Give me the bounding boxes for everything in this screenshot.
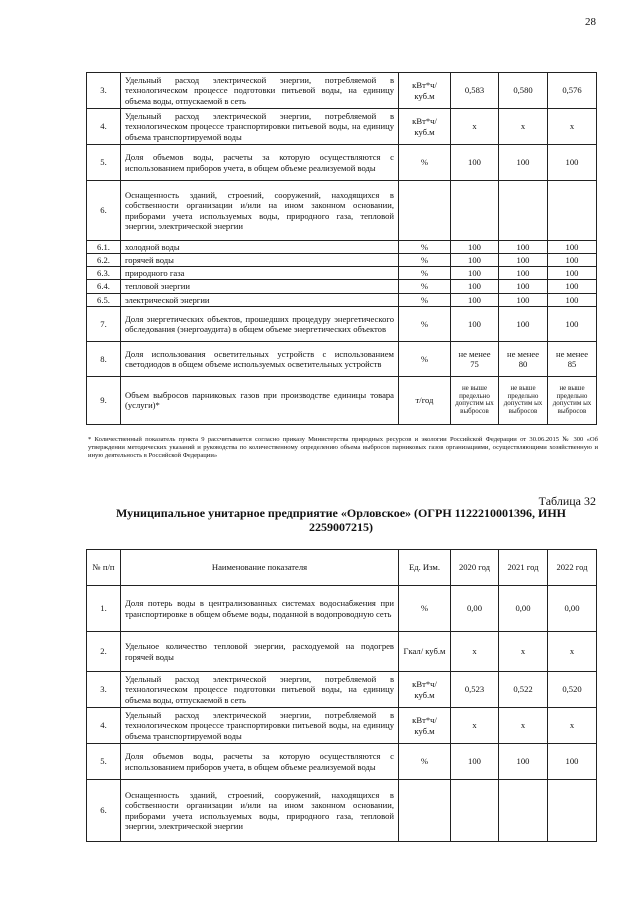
value-2022-cell <box>548 780 597 842</box>
table-row <box>87 241 597 254</box>
row-number-cell: 4. <box>87 708 121 744</box>
unit-cell: % <box>399 280 451 293</box>
indicator-name-cell: Удельное количество тепловой энергии, расходуемой на подогрев горячей воды <box>121 632 399 672</box>
indicators-table-continued <box>86 72 597 425</box>
unit-cell: % <box>399 341 451 376</box>
indicator-name-cell: Объем выбросов парниковых газов при производстве единицы товара (услуги)* <box>121 376 399 424</box>
table-label: Таблица 32 <box>538 494 596 508</box>
value-2021-cell <box>499 181 548 241</box>
unit-cell <box>399 780 451 842</box>
value-2022-cell: 100 <box>548 280 597 293</box>
page-number: 28 <box>585 16 596 28</box>
value-2020-cell: 100 <box>451 293 499 306</box>
value-2021-cell: 0,00 <box>499 586 548 632</box>
table-row <box>87 306 597 341</box>
footnote: * Количественный показатель пункта 9 рассчитывается согласно приказу Министерства природных ресурсов и экологии Российской Федерации от 30.06.2015 № 300 «Об утверждении методических указаний и руководства по количественному определению объема выбросов парниковых газов организациями, осуществляющими хозяйственную и иную деятельность в Российской Федерации» <box>88 436 598 460</box>
unit-cell: кВт*ч/ куб.м <box>399 708 451 744</box>
table-row <box>87 780 597 842</box>
header-2020: 2020 год <box>451 550 499 586</box>
value-2020-cell: не выше предельно допустим ых выбросов <box>451 376 499 424</box>
value-2022-cell: 0,520 <box>548 672 597 708</box>
value-2020-cell: 0,00 <box>451 586 499 632</box>
table-row <box>87 632 597 672</box>
value-2022-cell: х <box>548 109 597 145</box>
unit-cell <box>399 181 451 241</box>
indicator-name-cell: электрической энергии <box>121 293 399 306</box>
value-2022-cell: х <box>548 708 597 744</box>
indicator-name-cell: тепловой энергии <box>121 280 399 293</box>
value-2021-cell: не менее 80 <box>499 341 548 376</box>
table-row <box>87 145 597 181</box>
indicator-name-cell: Оснащенность зданий, строений, сооружений, находящихся в собственности организации и/или на ином законном основании, приборами учета используемых воды, природного газа, тепловой энергии, электрической энергии <box>121 780 399 842</box>
value-2020-cell: х <box>451 708 499 744</box>
value-2021-cell: 100 <box>499 145 548 181</box>
value-2022-cell: 100 <box>548 293 597 306</box>
unit-cell: % <box>399 586 451 632</box>
indicator-name-cell: Доля потерь воды в централизованных системах водоснабжения при транспортировке в общем объеме воды, поданной в водопроводную сеть <box>121 586 399 632</box>
value-2022-cell: 100 <box>548 241 597 254</box>
indicator-name-cell: холодной воды <box>121 241 399 254</box>
value-2021-cell: 0,580 <box>499 73 548 109</box>
row-number-cell: 3. <box>87 73 121 109</box>
row-number-cell: 6.5. <box>87 293 121 306</box>
value-2020-cell: не менее 75 <box>451 341 499 376</box>
value-2022-cell: х <box>548 632 597 672</box>
indicator-name-cell: горячей воды <box>121 254 399 267</box>
table-row <box>87 280 597 293</box>
row-number-cell: 3. <box>87 672 121 708</box>
value-2020-cell: 100 <box>451 254 499 267</box>
unit-cell: % <box>399 744 451 780</box>
row-number-cell: 4. <box>87 109 121 145</box>
value-2021-cell: не выше предельно допустим ых выбросов <box>499 376 548 424</box>
value-2021-cell: 100 <box>499 241 548 254</box>
value-2022-cell: 100 <box>548 267 597 280</box>
value-2022-cell: 0,576 <box>548 73 597 109</box>
value-2020-cell <box>451 181 499 241</box>
indicator-name-cell: Доля объемов воды, расчеты за которую осуществляются с использованием приборов учета, в общем объеме реализуемой воды <box>121 145 399 181</box>
value-2021-cell: 0,522 <box>499 672 548 708</box>
indicator-name-cell: Доля объемов воды, расчеты за которую осуществляются с использованием приборов учета, в общем объеме реализуемой воды <box>121 744 399 780</box>
value-2022-cell: 100 <box>548 145 597 181</box>
value-2020-cell: х <box>451 632 499 672</box>
value-2021-cell: 100 <box>499 306 548 341</box>
table-row <box>87 341 597 376</box>
indicator-name-cell: Удельный расход электрической энергии, потребляемой в технологическом процессе подготовки питьевой воды, на единицу объема воды, отпускаемой в сеть <box>121 73 399 109</box>
value-2022-cell: не выше предельно допустим ых выбросов <box>548 376 597 424</box>
row-number-cell: 2. <box>87 632 121 672</box>
value-2021-cell: х <box>499 632 548 672</box>
indicator-name-cell: Удельный расход электрической энергии, потребляемой в технологическом процессе транспортировки питьевой воды, на единицу объема транспортируемой воды <box>121 708 399 744</box>
table-row <box>87 708 597 744</box>
row-number-cell: 6.2. <box>87 254 121 267</box>
value-2021-cell: 100 <box>499 293 548 306</box>
value-2020-cell: 100 <box>451 306 499 341</box>
value-2020-cell: х <box>451 109 499 145</box>
value-2022-cell: 100 <box>548 306 597 341</box>
header-name: Наименование показателя <box>121 550 399 586</box>
table-row <box>87 672 597 708</box>
value-2022-cell: 100 <box>548 254 597 267</box>
indicator-name-cell: Доля использования осветительных устройств с использованием светодиодов в общем объеме используемых осветительных устройств <box>121 341 399 376</box>
value-2022-cell: 100 <box>548 744 597 780</box>
indicator-name-cell: природного газа <box>121 267 399 280</box>
value-2020-cell <box>451 780 499 842</box>
table-row <box>87 254 597 267</box>
row-number-cell: 5. <box>87 145 121 181</box>
header-num: № п/п <box>87 550 121 586</box>
table-row <box>87 267 597 280</box>
value-2020-cell: 100 <box>451 744 499 780</box>
header-2021: 2021 год <box>499 550 548 586</box>
value-2022-cell <box>548 181 597 241</box>
unit-cell: Гкал/ куб.м <box>399 632 451 672</box>
value-2020-cell: 100 <box>451 267 499 280</box>
indicator-name-cell: Удельный расход электрической энергии, потребляемой в технологическом процессе транспортировки питьевой воды, на единицу объема транспортируемой воды <box>121 109 399 145</box>
value-2021-cell: х <box>499 109 548 145</box>
value-2021-cell: 100 <box>499 254 548 267</box>
table-row <box>87 293 597 306</box>
row-number-cell: 6.1. <box>87 241 121 254</box>
row-number-cell: 1. <box>87 586 121 632</box>
indicator-name-cell: Удельный расход электрической энергии, потребляемой в технологическом процессе подготовки питьевой воды, на единицу объема воды, отпускаемой в сеть <box>121 672 399 708</box>
unit-cell: % <box>399 267 451 280</box>
indicator-name-cell: Оснащенность зданий, строений, сооружений, находящихся в собственности организации и/или на ином законном основании, приборами учета используемых воды, природного газа, тепловой энергии, электрической энергии <box>121 181 399 241</box>
unit-cell: % <box>399 306 451 341</box>
unit-cell: % <box>399 241 451 254</box>
row-number-cell: 6.3. <box>87 267 121 280</box>
header-2022: 2022 год <box>548 550 597 586</box>
indicators-table-orlovskoe <box>86 549 597 842</box>
table-row <box>87 744 597 780</box>
unit-cell: кВт*ч/ куб.м <box>399 109 451 145</box>
unit-cell: % <box>399 254 451 267</box>
table-row <box>87 376 597 424</box>
value-2021-cell: 100 <box>499 267 548 280</box>
row-number-cell: 7. <box>87 306 121 341</box>
row-number-cell: 8. <box>87 341 121 376</box>
row-number-cell: 6. <box>87 181 121 241</box>
row-number-cell: 5. <box>87 744 121 780</box>
value-2020-cell: 0,523 <box>451 672 499 708</box>
value-2022-cell: 0,00 <box>548 586 597 632</box>
unit-cell: % <box>399 293 451 306</box>
value-2020-cell: 100 <box>451 280 499 293</box>
value-2021-cell: 100 <box>499 280 548 293</box>
indicator-name-cell: Доля энергетических объектов, прошедших процедуру энергетического обследования (энергоаудита) в общем объеме энергетических объектов <box>121 306 399 341</box>
value-2020-cell: 100 <box>451 145 499 181</box>
row-number-cell: 9. <box>87 376 121 424</box>
unit-cell: кВт*ч/ куб.м <box>399 672 451 708</box>
table-row <box>87 73 597 109</box>
unit-cell: % <box>399 145 451 181</box>
value-2021-cell <box>499 780 548 842</box>
table-row <box>87 181 597 241</box>
table-row <box>87 586 597 632</box>
value-2022-cell: не менее 85 <box>548 341 597 376</box>
value-2021-cell: х <box>499 708 548 744</box>
unit-cell: т/год <box>399 376 451 424</box>
unit-cell: кВт*ч/ куб.м <box>399 73 451 109</box>
value-2020-cell: 0,583 <box>451 73 499 109</box>
section-heading: Муниципальное унитарное предприятие «Орловское» (ОГРН 1122210001396, ИНН 2259007215) <box>115 506 567 535</box>
row-number-cell: 6. <box>87 780 121 842</box>
value-2020-cell: 100 <box>451 241 499 254</box>
value-2021-cell: 100 <box>499 744 548 780</box>
row-number-cell: 6.4. <box>87 280 121 293</box>
table-header-row <box>87 550 597 586</box>
header-unit: Ед. Изм. <box>399 550 451 586</box>
table-row <box>87 109 597 145</box>
